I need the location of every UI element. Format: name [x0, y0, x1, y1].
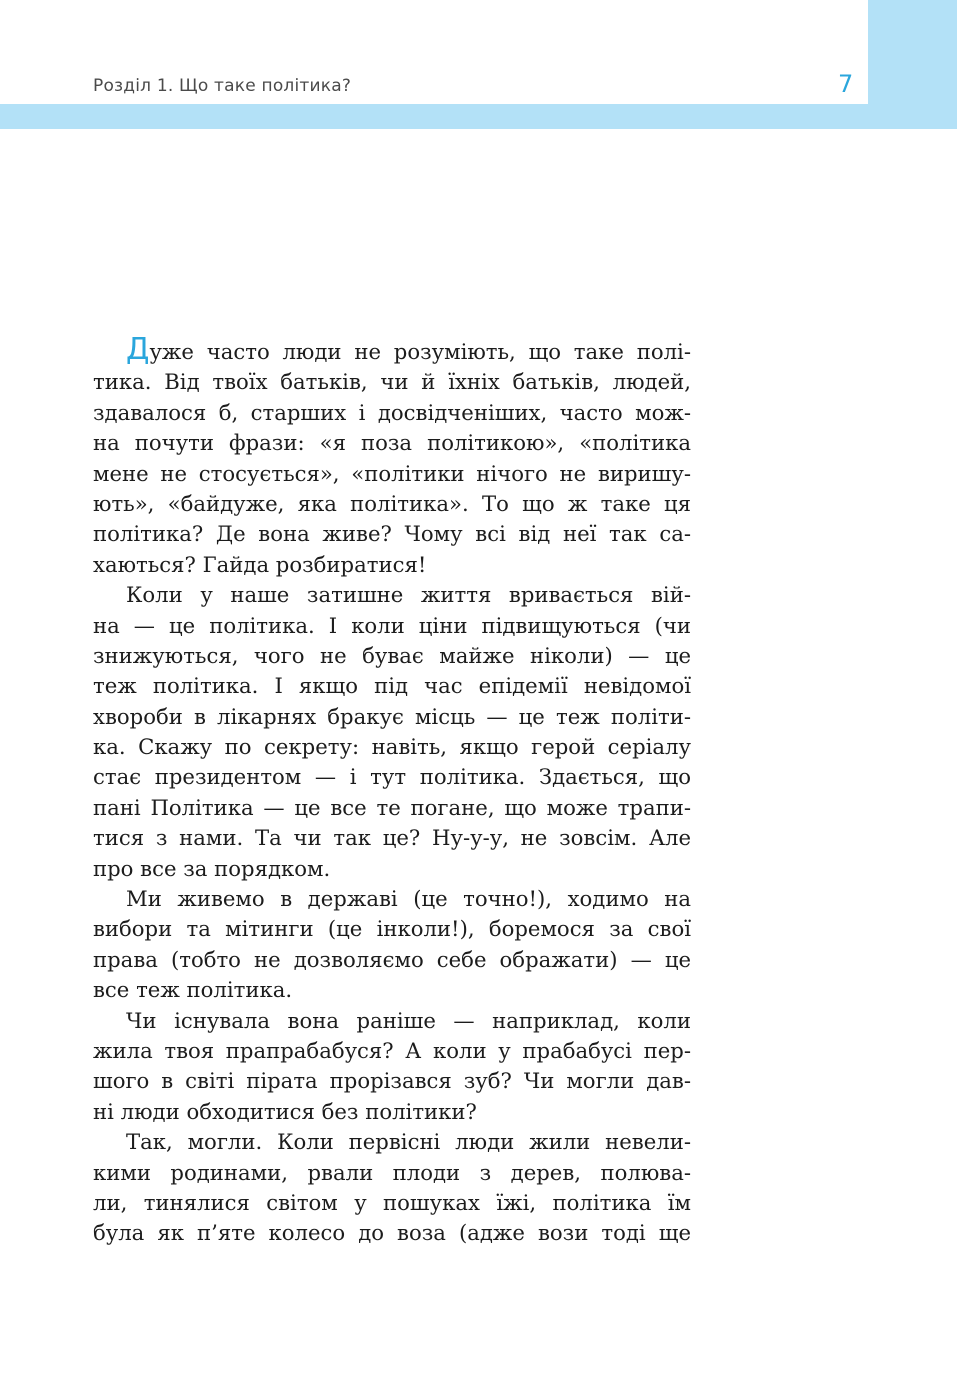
text-line: ли, тинялися світом у пошуках їжі, політика їм [93, 1189, 691, 1215]
text-line: хвороби в лікарнях бракує місць — це теж політи- [93, 703, 691, 729]
text-line: на — це політика. І коли ціни підвищуються (чи [93, 612, 691, 638]
text-line: стає президентом — і тут політика. Здається, що [93, 764, 691, 790]
text-line: вибори та мітинги (це інколи!), боремося за свої [93, 916, 691, 942]
text-line: ні люди обходитися без політики? [93, 1098, 477, 1124]
text-line: все теж політика. [93, 977, 293, 1003]
text-line [93, 332, 691, 367]
text-line: Коли у наше затишне життя вривається вій- [126, 582, 691, 608]
text-line: здавалося б, старших і досвідченіших, часто мож- [93, 399, 691, 425]
header-band [0, 104, 957, 129]
text-line: пані Політика — це все те погане, що може трапи- [93, 794, 691, 820]
text-line: Чи існувала вона раніше — наприклад, коли [126, 1007, 691, 1033]
body-text [93, 332, 691, 1249]
text-line: була як п’яте колесо до воза (адже вози тоді ще [93, 1220, 691, 1246]
text-line: шого в світі пірата прорізався зуб? Чи могли дав- [93, 1068, 691, 1094]
text-line: права (тобто не дозволяємо себе ображати) — це [93, 946, 691, 972]
text-line-content: уже часто люди не розуміють, що таке полі- [149, 339, 691, 364]
text-line: жила твоя прапрабабуся? А коли у прабабусі пер- [93, 1037, 691, 1063]
page-number: 7 [838, 70, 854, 98]
text-line: тика. Від твоїх батьків, чи й їхніх батьків, людей, [93, 369, 691, 395]
text-line: ка. Скажу по секрету: навіть, якщо герой серіалу [93, 734, 691, 760]
text-line: політика? Де вона живе? Чому всі від неї так са- [93, 521, 691, 547]
text-line: теж політика. І якщо під час епідемії невідомої [93, 673, 691, 699]
text-line: знижуються, чого не буває майже ніколи) — це [93, 642, 691, 668]
drop-initial: Д [126, 332, 150, 367]
text-line: про все за порядком. [93, 855, 331, 881]
text-line: мене не стосується», «політики нічого не виришу- [93, 460, 691, 486]
text-line: кими родинами, рвали плоди з дерев, полюва- [93, 1159, 691, 1185]
text-line: ють», «байдуже, яка політика». То що ж таке ця [93, 490, 691, 516]
running-head: Розділ 1. Що таке політика? [93, 76, 352, 96]
text-line: Ми живемо в державі (це точно!), ходимо на [126, 886, 691, 912]
text-line: на почути фрази: «я поза політикою», «політика [93, 430, 691, 456]
text-line: тися з нами. Та чи так це? Ну-у-у, не зовсім. Але [93, 825, 691, 851]
text-line: Так, могли. Коли первісні люди жили невели- [126, 1129, 691, 1155]
text-line: хаються? Гайда розбиратися! [93, 551, 427, 577]
